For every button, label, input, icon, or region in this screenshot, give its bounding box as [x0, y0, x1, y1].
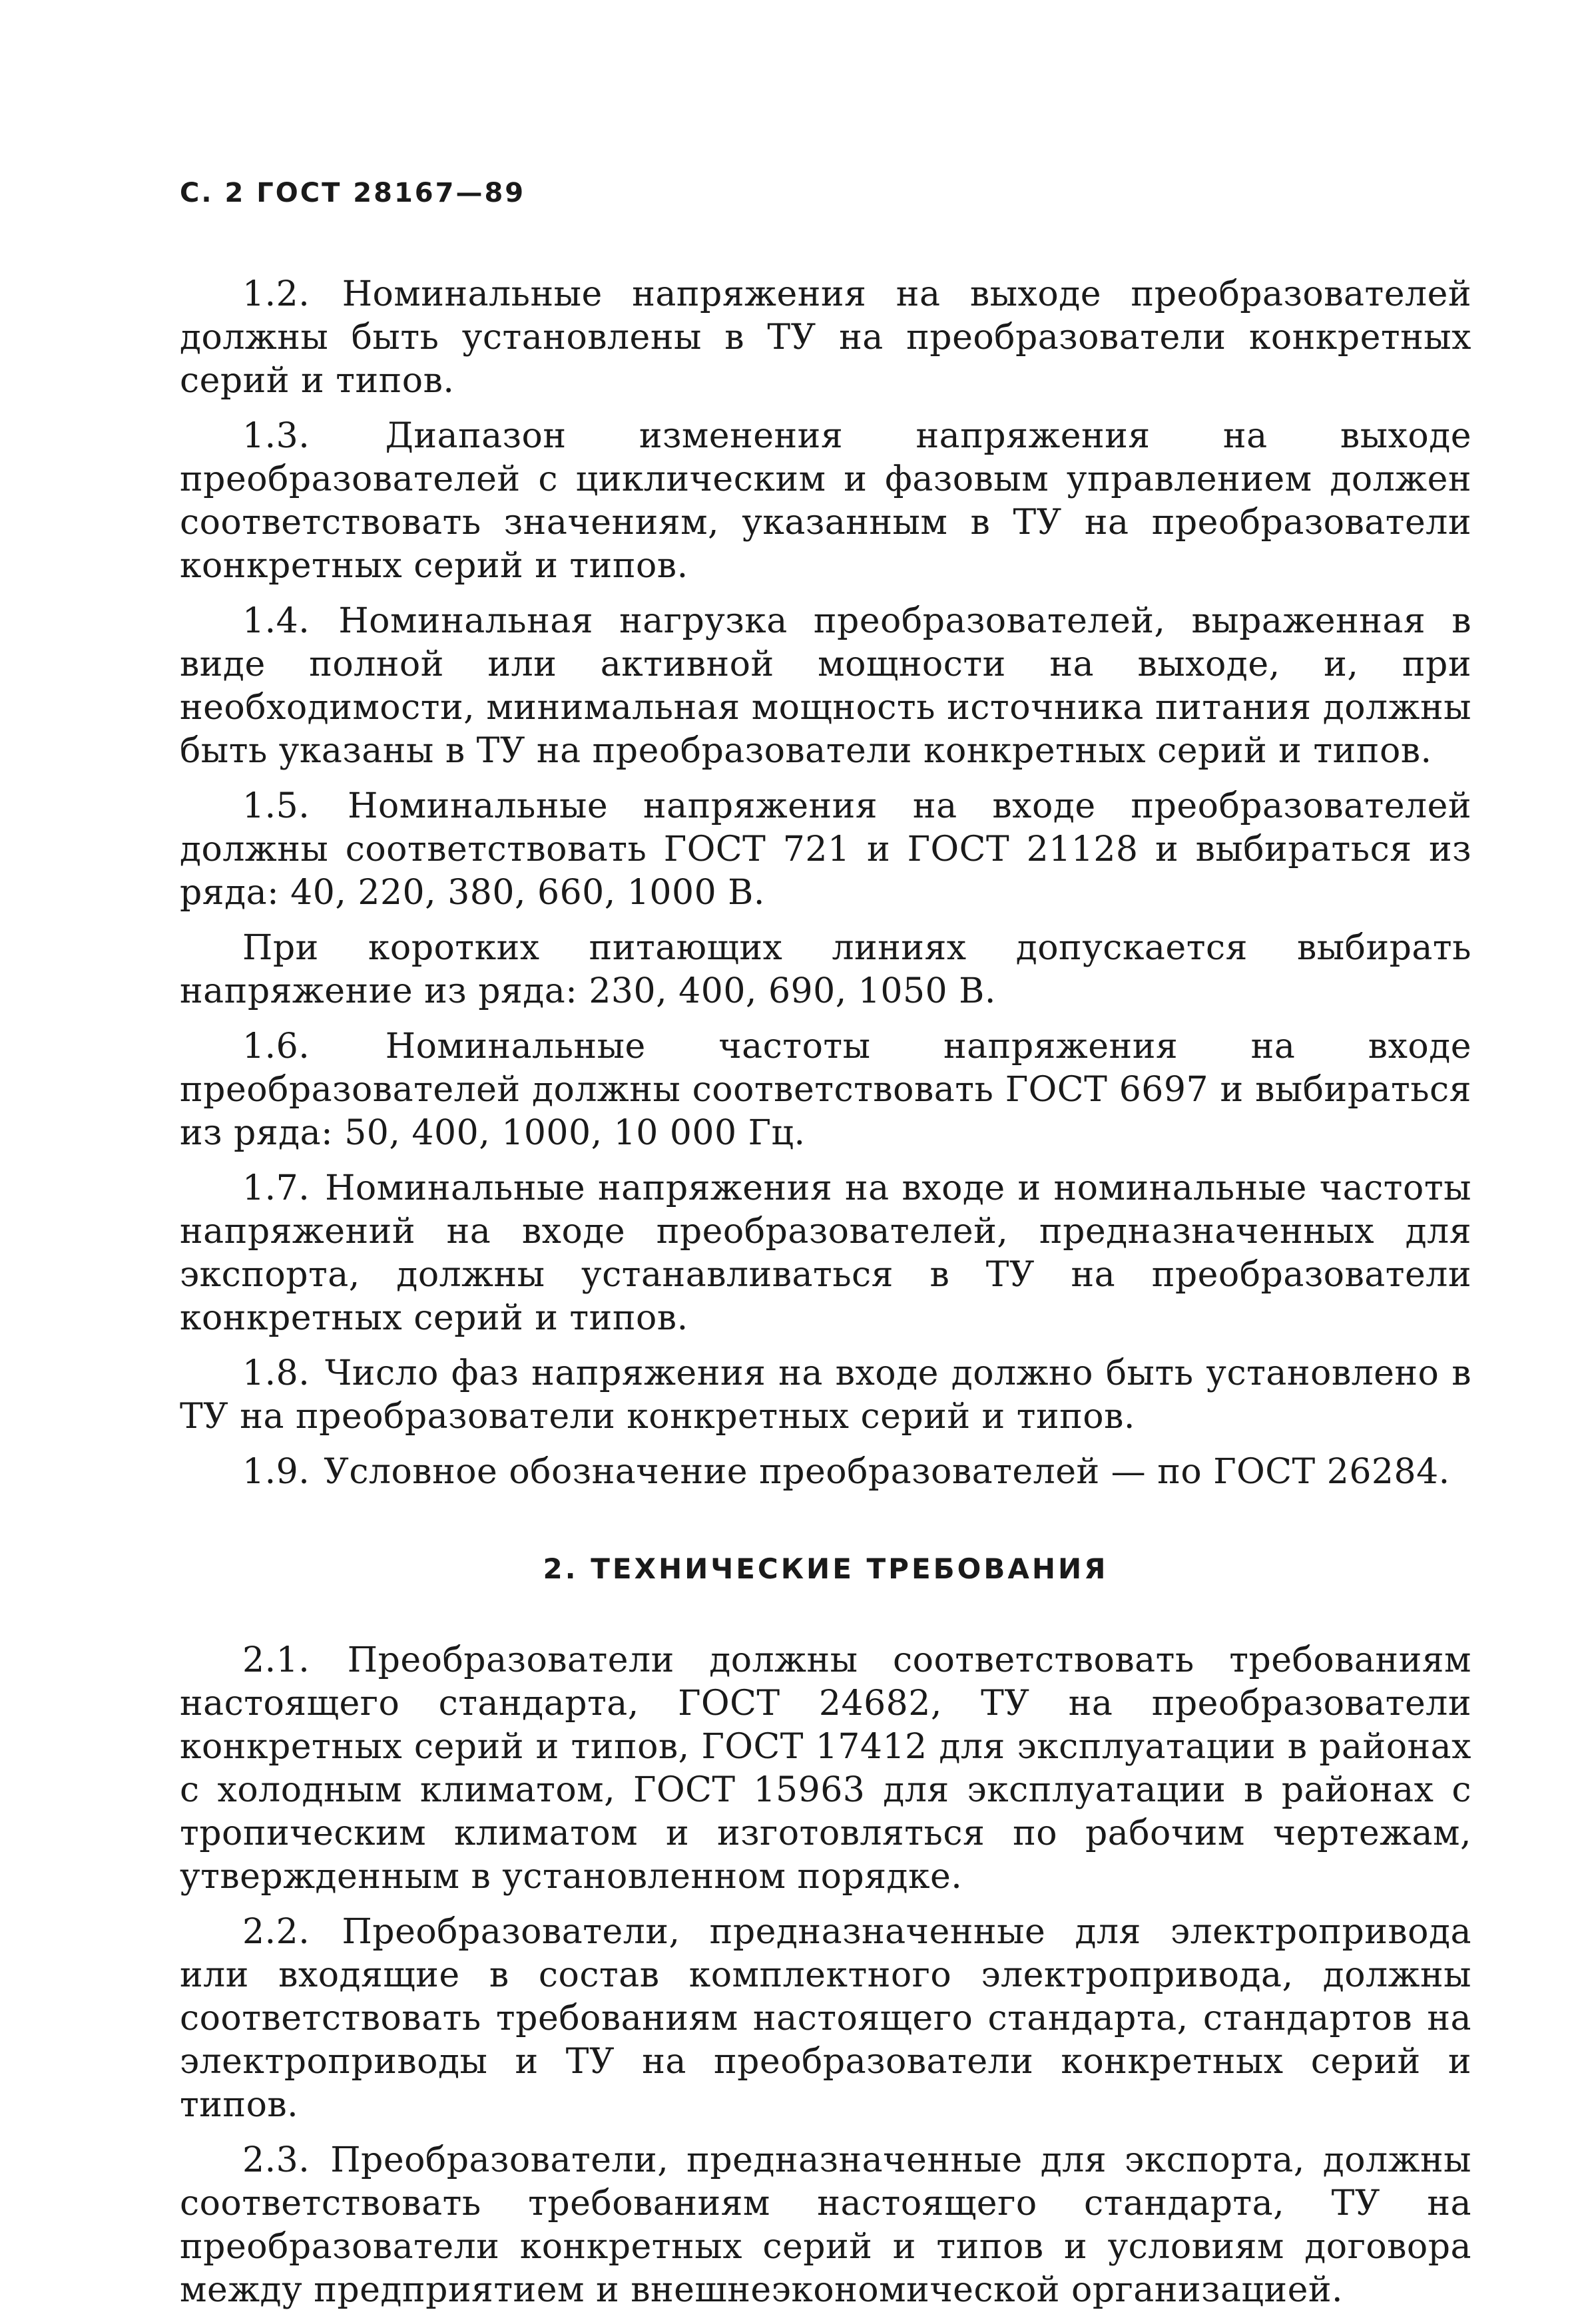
clause-1-4	[180, 600, 1471, 773]
clause-text: Диапазон изменения напряжения на выходе преобразователей с циклическим и фазовым управлением должен соответствовать значениям, указанным в ТУ на преобразователи конкретных серий и типов.	[180, 416, 1472, 586]
clause-1-2	[180, 273, 1471, 403]
clause-1-5-note	[180, 927, 1471, 1013]
clause-text: Преобразователи, предназначенные для экспорта, должны соответствовать требованиям настоящего стандарта, ТУ на преобразователи конкретных серий и типов и условиям договора между предприятием и внешнеэкономической организацией.	[180, 2140, 1472, 2310]
clause-text: Номинальные напряжения на входе преобразователей должны соответствовать ГОСТ 721 и ГОСТ 21128 и выбираться из ряда: 40, 220, 380, 660, 1000 В.	[180, 786, 1471, 913]
clause-number: 1.5.	[242, 786, 310, 826]
clause-text: Условное обозначение преобразователей — по ГОСТ 26284.	[324, 1452, 1450, 1492]
clause-text: Номинальные напряжения на входе и номинальные частоты напряжений на входе преобразователей, предназначенных для экспорта, должны устанавливаться в ТУ на преобразователи конкретных серий и типов.	[180, 1168, 1471, 1338]
clause-2-2	[180, 1911, 1471, 2127]
clause-number: 2.3.	[242, 2140, 310, 2180]
clause-1-6	[180, 1025, 1471, 1155]
clause-number: 1.7.	[242, 1168, 310, 1208]
clause-2-1	[180, 1639, 1471, 1899]
clause-text: Номинальные частоты напряжения на входе преобразователей должны соответствовать ГОСТ 6697 и выбираться из ряда: 50, 400, 1000, 10 000 Гц.	[180, 1027, 1472, 1153]
clause-2-3	[180, 2139, 1471, 2312]
running-header: С. 2 ГОСТ 28167—89	[180, 178, 526, 208]
clause-1-7	[180, 1167, 1471, 1340]
clause-number: 1.3.	[242, 416, 310, 456]
clause-1-5	[180, 785, 1471, 915]
clause-number: 2.2.	[242, 1912, 310, 1952]
clause-1-3	[180, 415, 1471, 588]
clause-text: Преобразователи, предназначенные для электропривода или входящие в состав комплектного электропривода, должны соответствовать требованиям настоящего стандарта, стандартов на электроприводы и ТУ на преобразователи конкретных серий и типов.	[180, 1912, 1471, 2125]
section-2-heading: 2. ТЕХНИЧЕСКИЕ ТРЕБОВАНИЯ	[543, 1552, 1109, 1585]
clause-number: 1.9.	[242, 1452, 310, 1492]
clause-number: 2.1.	[242, 1640, 310, 1680]
clause-number: 1.4.	[242, 601, 310, 641]
clause-1-8	[180, 1352, 1471, 1439]
clause-text: Номинальная нагрузка преобразователей, выраженная в виде полной или активной мощности на выходе, и, при необходимости, минимальная мощность источника питания должны быть указаны в ТУ на преобразователи конкретных серий и типов.	[180, 601, 1472, 771]
clause-number: 1.6.	[242, 1027, 310, 1066]
clause-number: 1.2.	[242, 274, 310, 314]
section-2-body	[180, 1639, 1471, 2312]
clause-text: При коротких питающих линиях допускается выбирать напряжение из ряда: 230, 400, 690, 1050 В.	[180, 928, 1471, 1011]
clause-text: Число фаз напряжения на входе должно быть установлено в ТУ на преобразователи конкретных серий и типов.	[180, 1353, 1471, 1437]
clause-text: Номинальные напряжения на выходе преобразователей должны быть установлены в ТУ на преобразователи конкретных серий и типов.	[180, 274, 1471, 401]
section-1-body	[180, 273, 1471, 1494]
clause-1-9	[180, 1451, 1471, 1494]
clause-text: Преобразователи должны соответствовать требованиям настоящего стандарта, ГОСТ 24682, ТУ на преобразователи конкретных серий и типов, ГОСТ 17412 для эксплуатации в районах с холодным климатом, ГОСТ 15963 для эксплуатации в районах с тропическим климатом и изготовляться по рабочим чертежам, утвержденным в установленном порядке.	[180, 1640, 1472, 1897]
clause-number: 1.8.	[242, 1353, 310, 1393]
document-page	[180, 180, 1471, 2324]
